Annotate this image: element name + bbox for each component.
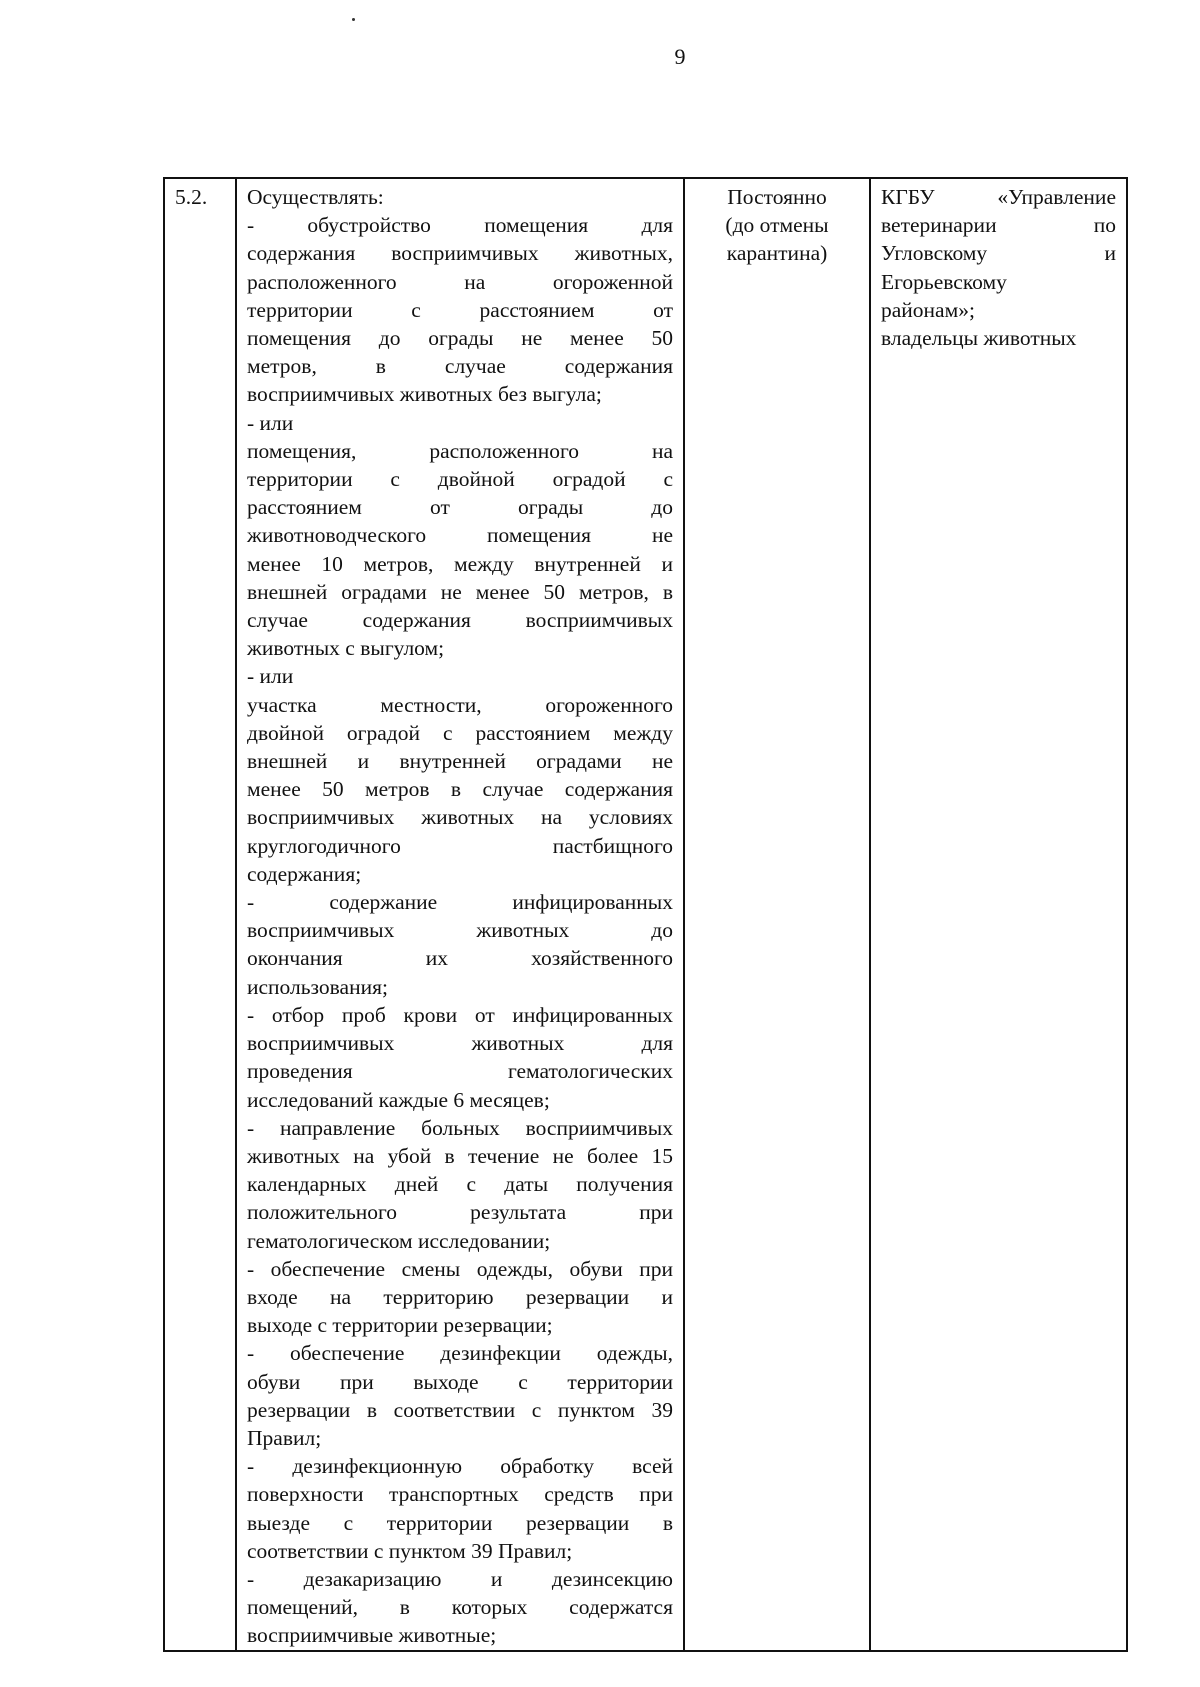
action-line: животноводческого помещения не [247,523,673,548]
action-line: восприимчивых животных на условиях [247,805,673,830]
action-line: помещений, в которых содержатся [247,1595,673,1620]
responsible-line: Егорьевскому [881,269,1007,294]
action-line: внешней оградами не менее 50 метров, в [247,579,673,604]
action-line: - содержание инфицированных [247,890,673,915]
action-line: Осуществлять: [247,185,384,209]
action-line: восприимчивые животные; [247,1623,497,1648]
action-line: метров, в случае содержания [247,354,673,379]
action-line: восприимчивых животных для [247,1031,673,1056]
action-line: круглогодичного пастбищного [247,833,673,858]
responsible-line: Угловскому и [881,241,1116,266]
action-line: - обеспечение смены одежды, обуви при [247,1256,673,1281]
action-line: содержания; [247,861,362,886]
term-cell [684,178,870,1651]
action-line: восприимчивых животных до [247,918,673,943]
page-number: 9 [674,44,686,69]
action-line: резервации в соответствии с пунктом 39 [247,1397,673,1422]
action-line: выезде с территории резервации в [247,1510,673,1535]
measures-table [163,177,1128,1652]
action-line: помещения, расположенного на [247,438,673,463]
responsible-line: владельцы животных [881,326,1077,351]
action-line: помещения до ограды не менее 50 [247,326,673,351]
action-line: календарных дней с даты получения [247,1172,673,1197]
action-line: - дезинфекционную обработку всей [247,1454,673,1479]
action-line: выходе с территории резервации; [247,1313,553,1338]
action-line: поверхности транспортных средств при [247,1482,673,1507]
responsible-line: ветеринарии по [881,213,1116,238]
action-line: проведения гематологических [247,1059,673,1084]
action-line: участка местности, огороженного [247,692,673,717]
table-row [164,178,1127,1651]
action-line: входе на территорию резервации и [247,1284,673,1309]
term-line: карантина) [726,241,828,266]
action-line: расстоянием от ограды до [247,495,673,520]
action-line: обуви при выходе с территории [247,1369,673,1394]
action-line: - обеспечение дезинфекции одежды, [247,1341,673,1366]
item-number: 5.2. [164,178,236,1651]
action-line: соответствии с пунктом 39 Правил; [247,1538,573,1563]
action-line: - или [247,410,294,435]
responsible-cell [870,178,1127,1651]
action-line: - или [247,664,294,689]
action-line: - обустройство помещения для [247,213,673,238]
term-line: Постоянно [727,185,827,209]
action-line: - дезакаризацию и дезинсекцию [247,1566,673,1591]
action-line: содержания восприимчивых животных, [247,241,673,266]
action-line: территории с расстоянием от [247,297,673,322]
action-line: исследований каждые 6 месяцев; [247,1087,550,1112]
action-line: положительного результата при [247,1200,673,1225]
action-line: использования; [247,974,388,999]
action-cell [236,178,684,1651]
action-line: животных с выгулом; [247,636,445,661]
responsible-line: КГБУ «Управление [881,185,1116,209]
action-line: Правил; [247,1425,322,1450]
action-line: внешней и внутренней оградами не [247,749,673,774]
action-line: окончания их хозяйственного [247,946,673,971]
action-line: менее 50 метров в случае содержания [247,777,673,802]
action-line: восприимчивых животных без выгула; [247,382,602,407]
action-line: гематологическом исследовании; [247,1228,551,1253]
action-line: менее 10 метров, между внутренней и [247,551,673,576]
action-line: расположенного на огороженной [247,269,673,294]
responsible-line: районам»; [881,297,975,322]
action-line: территории с двойной оградой с [247,467,673,492]
action-line: случае содержания восприимчивых [247,608,673,633]
action-line: - направление больных восприимчивых [247,1115,673,1140]
action-line: животных на убой в течение не более 15 [247,1143,673,1168]
scan-speck [352,18,355,21]
action-line: - отбор проб крови от инфицированных [247,1002,673,1027]
action-line: двойной оградой с расстоянием между [247,720,673,745]
term-line: (до отмены [725,213,829,238]
